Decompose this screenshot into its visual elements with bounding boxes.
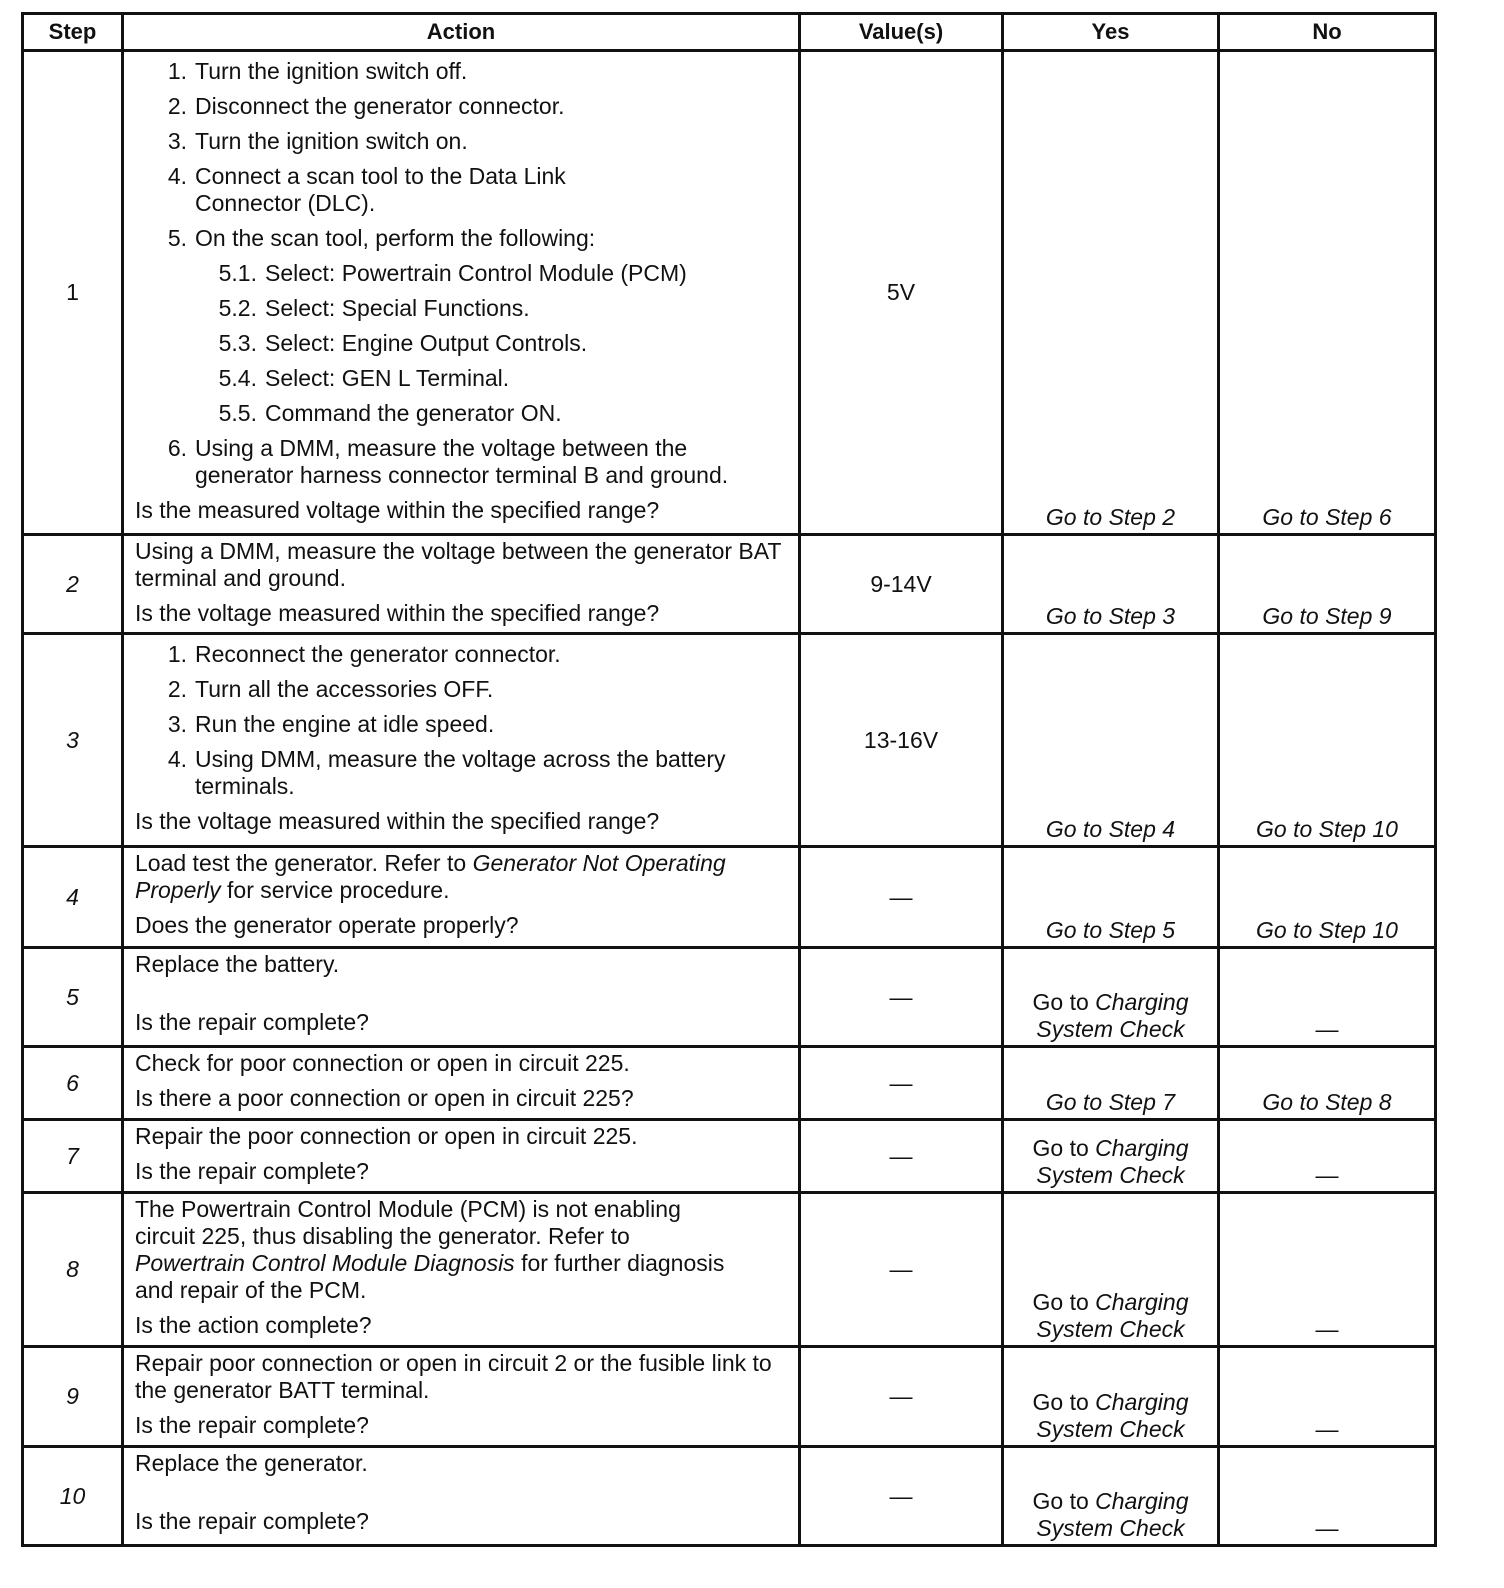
sub-list-item: 5.1. Select: Powertrain Control Module (PCM) (218, 260, 687, 286)
no-cell: — (1219, 1347, 1436, 1447)
action-text: Replace the battery. (135, 951, 340, 977)
action-text: Load test the generator. Refer to Generator Not Operating Properly for service procedure. (135, 850, 726, 903)
reference-link: Generator Not Operating Properly (135, 850, 726, 903)
action-question: Is the repair complete? (135, 1009, 369, 1035)
step-number: 8 (23, 1193, 123, 1347)
action-cell (123, 1447, 800, 1546)
list-item: 2. Disconnect the generator connector. (167, 93, 565, 119)
step-number: 4 (23, 847, 123, 948)
value-cell: — (800, 1447, 1003, 1546)
sub-list-item: 5.4. Select: GEN L Terminal. (218, 365, 510, 391)
table-row (23, 1347, 1436, 1447)
no-cell: Go to Step 10 (1219, 847, 1436, 948)
yes-cell: Go to Step 7 (1003, 1047, 1219, 1120)
action-cell (123, 1193, 800, 1347)
reference-link: Powertrain Control Module Diagnosis (135, 1250, 515, 1276)
no-cell: — (1219, 1120, 1436, 1193)
value-cell: — (800, 1120, 1003, 1193)
table-row (23, 948, 1436, 1047)
action-cell (123, 1047, 800, 1120)
table-row (23, 1047, 1436, 1120)
step-number: 5 (23, 948, 123, 1047)
action-cell (123, 1120, 800, 1193)
no-cell: Go to Step 8 (1219, 1047, 1436, 1120)
table-row (23, 1120, 1436, 1193)
no-cell: Go to Step 10 (1219, 634, 1436, 847)
action-text: Check for poor connection or open in circuit 225. (135, 1050, 630, 1076)
action-cell (123, 1347, 800, 1447)
no-cell: Go to Step 9 (1219, 535, 1436, 634)
list-item: 1. Turn the ignition switch off. (167, 58, 468, 84)
yes-cell: Go to Charging System Check (1003, 1347, 1219, 1447)
action-text: Repair the poor connection or open in circuit 225. (135, 1123, 638, 1149)
action-cell (123, 634, 800, 847)
action-question: Is the repair complete? (135, 1508, 369, 1534)
header-row (23, 14, 1436, 51)
no-cell: — (1219, 1193, 1436, 1347)
no-cell: — (1219, 1447, 1436, 1546)
action-text: The Powertrain Control Module (PCM) is not enabling circuit 225, thus disabling the generator. Refer to Powertrain Control Module Diagnosis for further diagnosis and repair of the PCM. (135, 1196, 725, 1303)
table-row (23, 1193, 1436, 1347)
step-number: 6 (23, 1047, 123, 1120)
value-cell: 13-16V (800, 634, 1003, 847)
action-cell (123, 847, 800, 948)
table-row (23, 847, 1436, 948)
action-question: Is there a poor connection or open in circuit 225? (135, 1085, 634, 1111)
list-item: 6. Using a DMM, measure the voltage between the generator harness connector terminal B and ground. (167, 435, 729, 488)
yes-cell: Go to Step 5 (1003, 847, 1219, 948)
list-item: 5. On the scan tool, perform the following: (167, 225, 596, 251)
value-cell: — (800, 1193, 1003, 1347)
header-no: No (1219, 14, 1436, 51)
action-question: Is the voltage measured within the specified range? (135, 808, 660, 834)
table-row (23, 634, 1436, 847)
table-row (23, 1447, 1436, 1546)
step-number: 2 (23, 535, 123, 634)
header-step: Step (23, 14, 123, 51)
action-cell (123, 535, 800, 634)
action-cell (123, 948, 800, 1047)
header-values: Value(s) (800, 14, 1003, 51)
no-cell: Go to Step 6 (1219, 51, 1436, 535)
yes-cell: Go to Charging System Check (1003, 1120, 1219, 1193)
yes-cell: Go to Step 3 (1003, 535, 1219, 634)
action-question: Is the repair complete? (135, 1412, 369, 1438)
action-question: Is the action complete? (135, 1312, 372, 1338)
list-item: 1. Reconnect the generator connector. (167, 641, 561, 667)
sub-list-item: 5.2. Select: Special Functions. (218, 295, 530, 321)
step-number: 7 (23, 1120, 123, 1193)
value-cell: — (800, 1347, 1003, 1447)
value-cell: 9-14V (800, 535, 1003, 634)
action-question: Does the generator operate properly? (135, 912, 519, 938)
table-row (23, 535, 1436, 634)
list-item: 4. Using DMM, measure the voltage across the battery terminals. (167, 746, 726, 799)
table-row (23, 51, 1436, 535)
action-text: Repair poor connection or open in circuit 2 or the fusible link to the generator BATT terminal. (135, 1350, 772, 1403)
no-cell: — (1219, 948, 1436, 1047)
value-cell: — (800, 948, 1003, 1047)
sub-list-item: 5.3. Select: Engine Output Controls. (218, 330, 588, 356)
action-question: Is the voltage measured within the specified range? (135, 600, 660, 626)
action-text: Replace the generator. (135, 1450, 368, 1476)
value-cell: — (800, 1047, 1003, 1120)
value-cell: 5V (800, 51, 1003, 535)
action-question: Is the repair complete? (135, 1158, 369, 1184)
yes-cell: Go to Step 4 (1003, 634, 1219, 847)
header-yes: Yes (1003, 14, 1219, 51)
step-number: 3 (23, 634, 123, 847)
step-number: 9 (23, 1347, 123, 1447)
list-item: 3. Turn the ignition switch on. (167, 128, 468, 154)
action-question: Is the measured voltage within the specified range? (135, 497, 660, 523)
action-cell (123, 51, 800, 535)
yes-cell: Go to Charging System Check (1003, 948, 1219, 1047)
list-item: 2. Turn all the accessories OFF. (167, 676, 494, 702)
value-cell: — (800, 847, 1003, 948)
yes-cell: Go to Charging System Check (1003, 1447, 1219, 1546)
sub-list-item: 5.5. Command the generator ON. (218, 400, 562, 426)
header-action: Action (123, 14, 800, 51)
list-item: 3. Run the engine at idle speed. (167, 711, 495, 737)
yes-cell: Go to Step 2 (1003, 51, 1219, 535)
step-number: 10 (23, 1447, 123, 1546)
action-text: Using a DMM, measure the voltage between the generator BAT terminal and ground. (135, 538, 782, 591)
step-number: 1 (23, 51, 123, 535)
list-item: 4. Connect a scan tool to the Data Link Connector (DLC). (167, 163, 566, 216)
diagnostic-table (21, 12, 1437, 1547)
yes-cell: Go to Charging System Check (1003, 1193, 1219, 1347)
